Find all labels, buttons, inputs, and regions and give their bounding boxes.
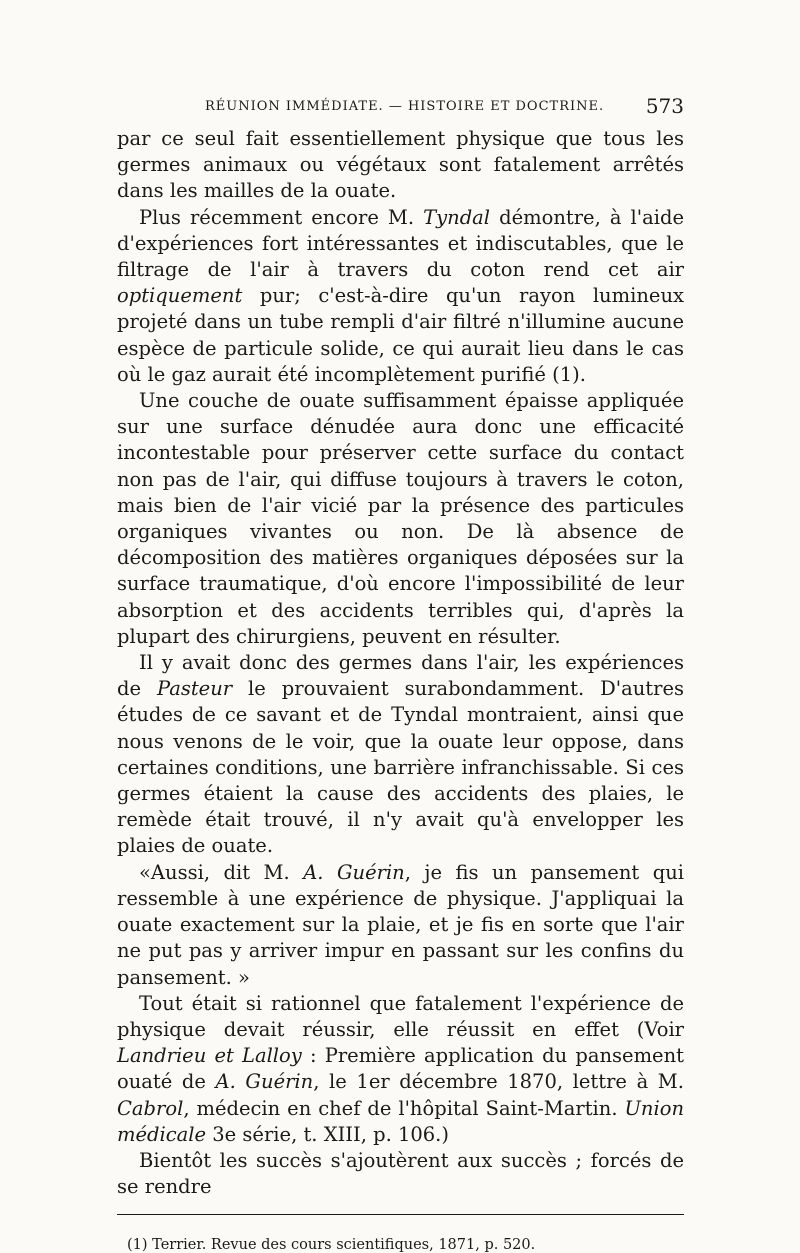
text-run: le prouvaient surabondamment. D'autres études de ce savant et de Tyndal montraient, ainsi que nous venons de le voir, que la ouate leur oppose, dans certaines conditions, une barrière infranchissable. Si ces germes étaient la cause des accidents des plaies, le remède était trouvé, il n'y avait qu'à envelopper les plaies de ouate. <box>117 677 684 858</box>
italic-text: A. Guérin <box>215 1070 314 1094</box>
running-title: RÉUNION IMMÉDIATE. — HISTOIRE ET DOCTRINE. <box>205 99 605 114</box>
text-run: : Première application du pansement ouaté de <box>117 1044 684 1094</box>
text-run: démontre, à l'aide d'expériences fort intéressantes et indiscutables, que le filtrage de l'air à travers du coton rend cet air <box>117 205 684 282</box>
book-page <box>117 92 684 1253</box>
text-run: , je fis un pansement qui ressemble à une expérience de physique. J'appliquai la ouate exactement sur la plaie, et je fis en sorte que l'air ne put pas y arriver impur en passant sur les confins du pansement. » <box>117 860 684 989</box>
running-header <box>117 92 684 122</box>
text-run: 3e série, t. XIII, p. 106.) <box>206 1122 449 1146</box>
text-run: Une couche de ouate suffisamment épaisse appliquée sur une surface dénudée aura donc une efficacité incontestable pour préserver cette surface du contact non pas de l'air, qui diffuse toujours à travers le coton, mais bien de l'air vicié par la présence des particules organiques vivantes ou non. De là absence de décomposition des matières organiques déposées sur la surface traumatique, d'où encore l'impossibilité de leur absorption et des accidents terribles qui, d'après la plupart des chirurgiens, peuvent en résulter. <box>117 389 684 648</box>
text-run: Tout était si rationnel que fatalement l'expérience de physique devait réussir, elle réussit en effet (Voir <box>117 991 684 1041</box>
text-run: , médecin en chef de l'hôpital Saint-Martin. <box>183 1096 625 1120</box>
paragraph <box>117 650 684 860</box>
text-run: Plus récemment encore M. <box>139 205 424 229</box>
italic-text: Landrieu et Lalloy <box>117 1044 302 1068</box>
italic-text: Cabrol <box>117 1096 184 1120</box>
paragraph <box>117 860 684 991</box>
text-run: Bientôt les succès s'ajoutèrent aux succès ; forcés de se rendre <box>117 1148 684 1199</box>
text-run: pur; c'est-à-dire qu'un rayon lumineux projeté dans un tube rempli d'air filtré n'illumine aucune espèce de particule solide, ce qui aurait lieu dans le cas où le gaz aurait été incomplètement purifié (1). <box>117 284 684 386</box>
italic-text: Pasteur <box>156 677 233 701</box>
footnote: (1) Terrier. Revue des cours scientifiques, 1871, p. 520. <box>127 1237 536 1253</box>
paragraph <box>117 991 684 1148</box>
body-text <box>117 126 684 1200</box>
page-number: 573 <box>645 94 684 118</box>
italic-text: optiquement <box>117 284 243 308</box>
paragraph <box>117 205 684 388</box>
italic-text: Tyndal <box>423 205 491 229</box>
paragraph <box>117 388 684 650</box>
italic-text: Union médicale <box>117 1096 684 1146</box>
paragraph <box>117 1148 684 1200</box>
text-run: , le 1er décembre 1870, lettre à M. <box>313 1070 684 1094</box>
text-run: par ce seul fait essentiellement physique que tous les germes animaux ou végétaux sont fatalement arrêtés dans les mailles de la ouate. <box>117 127 684 203</box>
italic-text: A. Guérin <box>303 860 405 884</box>
text-run: Il y avait donc des germes dans l'air, les expériences de <box>117 651 684 701</box>
text-run: «Aussi, dit M. <box>139 860 304 884</box>
paragraph <box>117 126 684 205</box>
